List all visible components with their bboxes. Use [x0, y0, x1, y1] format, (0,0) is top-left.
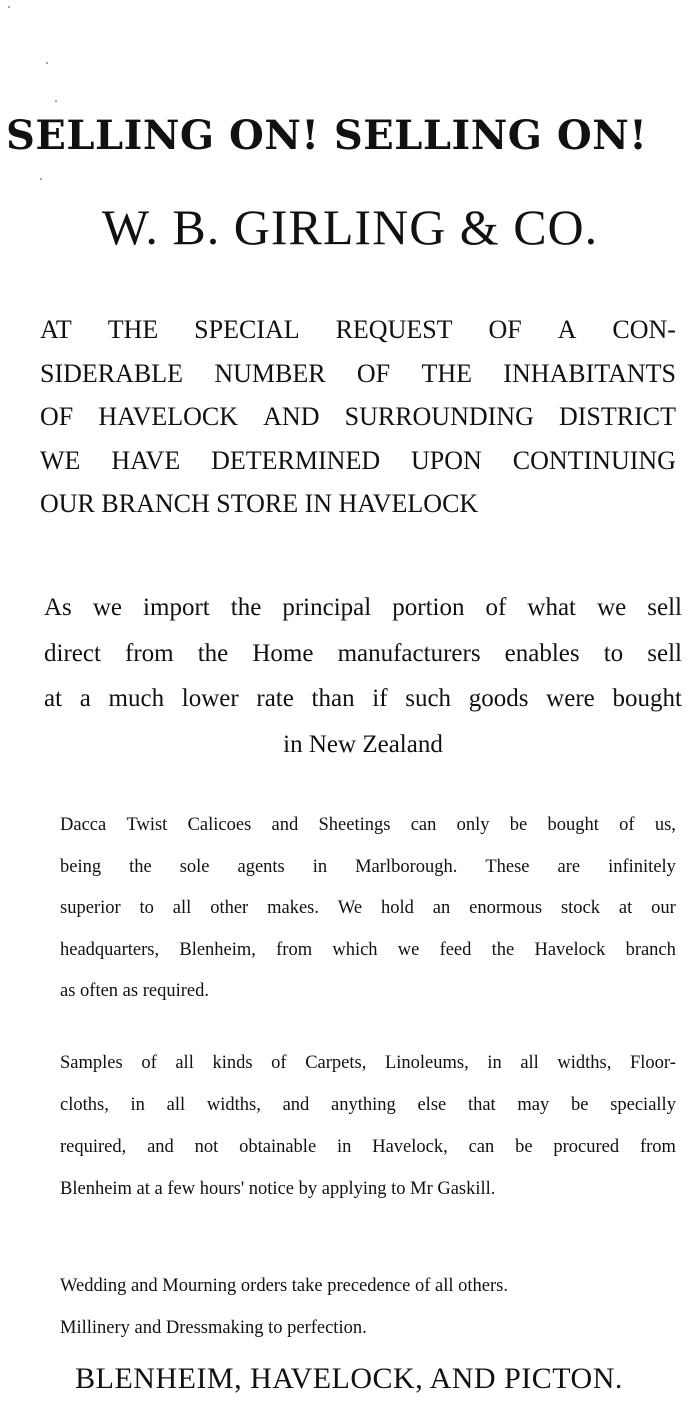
word: in — [130, 1095, 145, 1115]
word: rate — [256, 685, 294, 712]
word: much — [108, 685, 165, 712]
word: else — [417, 1095, 447, 1115]
word: A — [557, 315, 577, 344]
word: We — [337, 898, 363, 918]
word: import — [143, 594, 210, 621]
samples-line — [60, 1126, 676, 1168]
word: Home — [252, 639, 314, 667]
word: HAVELOCK — [98, 402, 239, 431]
word: feed — [439, 939, 472, 960]
word: are — [557, 856, 581, 877]
word: at — [44, 685, 63, 712]
print-speck — [8, 6, 10, 8]
word: THE — [107, 315, 159, 344]
print-speck — [40, 178, 42, 180]
word: can — [410, 815, 437, 835]
word: specially — [610, 1095, 676, 1115]
word: which — [332, 939, 378, 960]
word: branch — [625, 939, 676, 960]
word: Havelock, — [372, 1137, 448, 1157]
word: sole — [179, 856, 210, 877]
word: agents — [237, 856, 285, 877]
word: DETERMINED — [211, 445, 381, 475]
word: NUMBER — [214, 358, 326, 388]
wedding-line: Wedding and Mourning orders take precedence of all others. — [60, 1276, 509, 1296]
dacca-line — [60, 930, 676, 972]
word: being — [60, 856, 102, 877]
word: only — [456, 815, 490, 835]
print-speck — [55, 100, 57, 102]
announcement-paragraph — [40, 308, 676, 526]
word: if — [372, 685, 388, 712]
word: As — [44, 594, 72, 621]
dacca-line — [60, 805, 676, 847]
word: we — [397, 939, 420, 960]
word: enables — [504, 639, 580, 667]
word: OF — [40, 402, 74, 431]
word: be — [509, 815, 528, 835]
word: be — [515, 1137, 533, 1157]
word: procured — [553, 1137, 620, 1157]
word: principal — [282, 594, 372, 621]
word: kinds — [212, 1053, 253, 1073]
word: of — [485, 594, 507, 621]
announcement-line — [40, 352, 676, 396]
print-speck — [46, 62, 48, 64]
word: DISTRICT — [558, 402, 676, 431]
word: OUR BRANCH STORE IN HAVELOCK — [40, 489, 479, 518]
word: widths, — [206, 1095, 261, 1115]
word: portion — [392, 594, 465, 621]
dacca-paragraph — [60, 805, 676, 1013]
word: SURROUNDING — [344, 402, 534, 431]
word: and — [282, 1095, 310, 1115]
word: the — [230, 594, 262, 621]
word: sell — [647, 594, 682, 621]
word: THE — [421, 358, 472, 388]
import-paragraph — [44, 585, 682, 767]
word: that — [467, 1095, 496, 1115]
word: superior — [60, 898, 121, 918]
word: all — [175, 1053, 194, 1073]
word: HAVE — [111, 445, 181, 475]
dacca-line — [60, 888, 676, 930]
word: Floor- — [630, 1053, 676, 1073]
samples-line — [60, 1042, 676, 1084]
word: anything — [331, 1095, 396, 1115]
firm-name: W. B. GIRLING & CO. — [101, 199, 599, 255]
dacca-line: as often as required. — [60, 981, 209, 1001]
footer-locations — [0, 1362, 700, 1396]
word: bought — [547, 815, 599, 835]
footer-text: BLENHEIM, HAVELOCK, AND PICTON. — [75, 1362, 623, 1395]
word: obtainable — [239, 1137, 317, 1157]
wedding-paragraph — [60, 1265, 676, 1349]
word: from — [639, 1137, 676, 1157]
word: manufacturers — [337, 639, 481, 667]
word: goods — [468, 685, 529, 712]
word: may — [517, 1095, 550, 1115]
word: CON- — [612, 315, 676, 344]
word: REQUEST — [335, 315, 453, 344]
import-line — [44, 676, 682, 722]
import-line — [44, 631, 682, 677]
word: sell — [647, 639, 682, 667]
word: such — [405, 685, 452, 712]
word: direct — [44, 639, 101, 667]
word: the — [491, 939, 515, 960]
word: we — [597, 594, 627, 621]
word: than — [311, 685, 355, 712]
word: all — [166, 1095, 186, 1115]
word: UPON — [411, 445, 482, 475]
word: lower — [181, 685, 239, 712]
word: in — [312, 856, 328, 877]
word: Havelock — [534, 939, 606, 960]
word: widths, — [557, 1053, 612, 1073]
word: Sheetings — [318, 815, 391, 835]
word: of — [619, 815, 635, 835]
word: Dacca — [60, 815, 107, 835]
word: from — [125, 639, 174, 667]
import-line: in New Zealand — [283, 730, 443, 758]
word: Marlborough. — [355, 856, 458, 877]
word: WE — [40, 445, 81, 475]
word: INHABITANTS — [503, 358, 676, 388]
word: infinitely — [608, 856, 676, 877]
word: the — [129, 856, 152, 877]
word: bought — [612, 685, 682, 712]
word: headquarters, — [60, 939, 160, 960]
samples-paragraph — [60, 1042, 676, 1210]
word: of — [141, 1053, 157, 1073]
word: These — [485, 856, 530, 877]
word: all — [520, 1053, 539, 1073]
word: a — [79, 685, 91, 712]
dacca-line — [60, 847, 676, 889]
samples-line: Blenheim at a few hours' notice by applying to Mr Gaskill. — [60, 1179, 496, 1199]
import-line — [44, 585, 682, 631]
word: at — [618, 898, 633, 918]
word: an — [432, 898, 451, 918]
word: enormous — [469, 898, 543, 918]
word: what — [527, 594, 577, 621]
samples-line — [60, 1084, 676, 1126]
word: to — [139, 898, 154, 918]
word: in — [337, 1137, 352, 1157]
wedding-line: Millinery and Dressmaking to perfection. — [60, 1318, 367, 1338]
word: required, — [60, 1137, 127, 1157]
word: Twist — [126, 815, 168, 835]
announcement-line — [40, 439, 676, 483]
word: Linoleums, — [384, 1053, 469, 1073]
word: can — [468, 1137, 495, 1157]
word: hold — [380, 898, 414, 918]
word: OF — [488, 315, 522, 344]
word: Calicoes — [187, 815, 252, 835]
word: CONTINUING — [512, 445, 676, 475]
word: the — [197, 639, 229, 667]
word: AND — [263, 402, 320, 431]
word: us, — [654, 815, 676, 835]
word: of — [271, 1053, 287, 1073]
word: other — [210, 898, 249, 918]
word: cloths, — [60, 1095, 109, 1115]
word: be — [571, 1095, 589, 1115]
word: our — [651, 898, 676, 918]
word: all — [172, 898, 192, 918]
word: Samples — [60, 1053, 123, 1073]
word: and — [147, 1137, 174, 1157]
word: not — [194, 1137, 219, 1157]
word: SPECIAL — [194, 315, 300, 344]
word: OF — [356, 358, 391, 388]
word: Blenheim, — [179, 939, 256, 960]
announcement-line — [40, 308, 676, 352]
headline: SELLING ON! SELLING ON! — [6, 112, 648, 159]
word: AT — [40, 315, 72, 344]
announcement-line — [40, 395, 676, 439]
word: and — [271, 815, 299, 835]
word: we — [92, 594, 122, 621]
announcement-line — [40, 482, 676, 526]
word: stock — [560, 898, 601, 918]
word: to — [603, 639, 624, 667]
word: from — [276, 939, 313, 960]
word: in — [487, 1053, 502, 1073]
word: were — [546, 685, 595, 712]
word: Carpets, — [305, 1053, 367, 1073]
word: makes. — [267, 898, 319, 918]
word: SIDERABLE — [40, 358, 183, 388]
